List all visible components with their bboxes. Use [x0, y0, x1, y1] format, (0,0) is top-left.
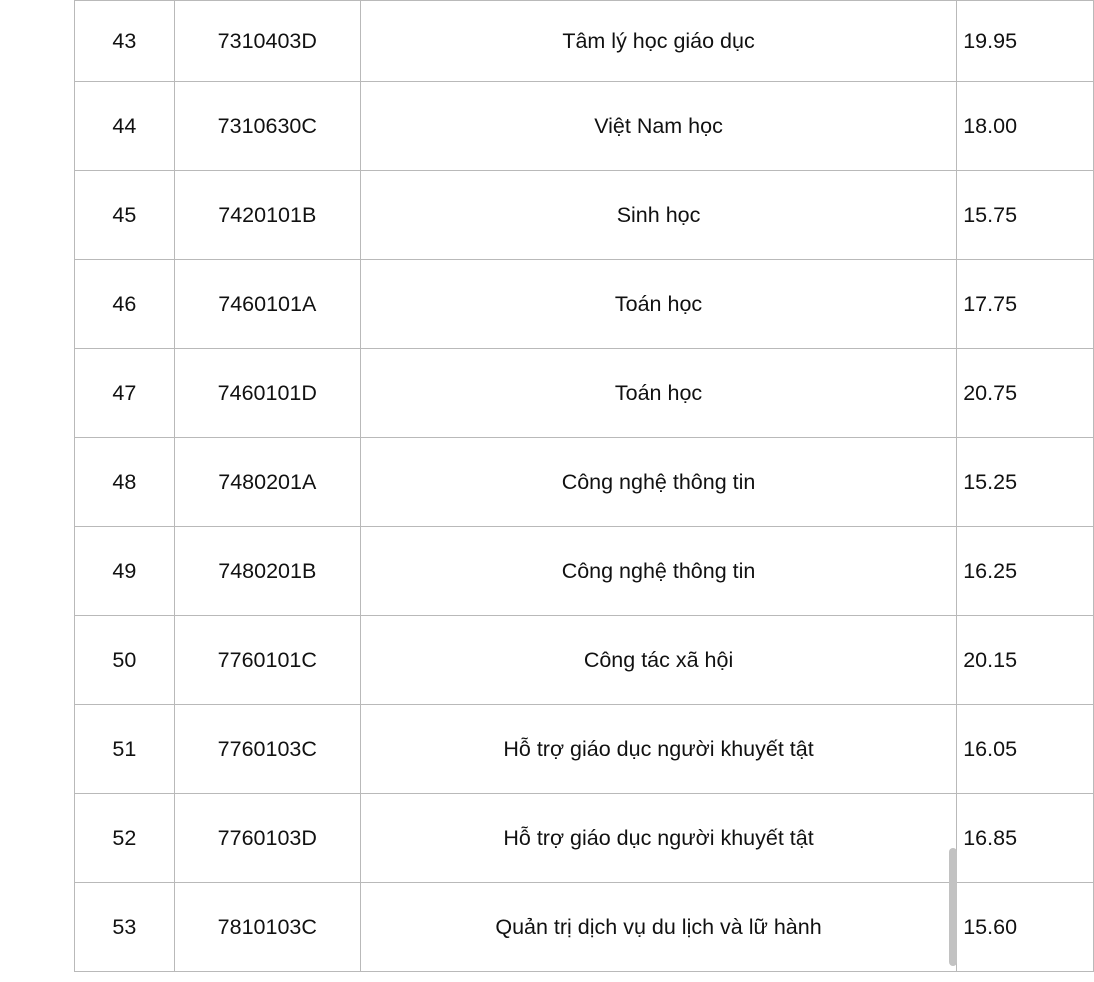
- table-row: [75, 794, 1094, 883]
- table-row: [75, 171, 1094, 260]
- vertical-scrollbar-thumb[interactable]: [949, 848, 957, 966]
- row-major-name: Công nghệ thông tin: [360, 438, 956, 527]
- row-major-name: Toán học: [360, 260, 956, 349]
- row-major-name: Công nghệ thông tin: [360, 527, 956, 616]
- table-row: [75, 1, 1094, 82]
- row-score: 19.95: [957, 1, 1094, 82]
- row-major-code: 7460101D: [174, 349, 360, 438]
- table-body: [75, 1, 1094, 972]
- row-major-name: Quản trị dịch vụ du lịch và lữ hành: [360, 883, 956, 972]
- table-row: [75, 349, 1094, 438]
- row-score: 15.60: [957, 883, 1094, 972]
- row-major-code: 7420101B: [174, 171, 360, 260]
- row-major-name: Việt Nam học: [360, 82, 956, 171]
- row-score: 16.05: [957, 705, 1094, 794]
- table-row: [75, 260, 1094, 349]
- row-score: 16.25: [957, 527, 1094, 616]
- row-score: 18.00: [957, 82, 1094, 171]
- table-row: [75, 883, 1094, 972]
- row-score: 20.15: [957, 616, 1094, 705]
- row-major-code: 7760103C: [174, 705, 360, 794]
- row-index: 46: [75, 260, 175, 349]
- row-score: 15.75: [957, 171, 1094, 260]
- row-score: 20.75: [957, 349, 1094, 438]
- table-row: [75, 616, 1094, 705]
- row-index: 52: [75, 794, 175, 883]
- row-score: 17.75: [957, 260, 1094, 349]
- row-major-name: Sinh học: [360, 171, 956, 260]
- row-major-code: 7480201B: [174, 527, 360, 616]
- table-row: [75, 82, 1094, 171]
- table-row: [75, 705, 1094, 794]
- row-score: 15.25: [957, 438, 1094, 527]
- row-major-code: 7310630C: [174, 82, 360, 171]
- row-score: 16.85: [957, 794, 1094, 883]
- row-major-code: 7460101A: [174, 260, 360, 349]
- row-major-name: Tâm lý học giáo dục: [360, 1, 956, 82]
- row-index: 47: [75, 349, 175, 438]
- table-row: [75, 438, 1094, 527]
- row-index: 53: [75, 883, 175, 972]
- row-index: 51: [75, 705, 175, 794]
- row-major-name: Hỗ trợ giáo dục người khuyết tật: [360, 705, 956, 794]
- row-major-code: 7760103D: [174, 794, 360, 883]
- row-major-code: 7810103C: [174, 883, 360, 972]
- admission-scores-table: [74, 0, 1094, 972]
- row-major-code: 7480201A: [174, 438, 360, 527]
- row-index: 45: [75, 171, 175, 260]
- row-major-code: 7310403D: [174, 1, 360, 82]
- row-major-code: 7760101C: [174, 616, 360, 705]
- row-major-name: Hỗ trợ giáo dục người khuyết tật: [360, 794, 956, 883]
- row-major-name: Công tác xã hội: [360, 616, 956, 705]
- row-index: 44: [75, 82, 175, 171]
- row-index: 49: [75, 527, 175, 616]
- row-index: 48: [75, 438, 175, 527]
- row-index: 50: [75, 616, 175, 705]
- row-index: 43: [75, 1, 175, 82]
- table-row: [75, 527, 1094, 616]
- row-major-name: Toán học: [360, 349, 956, 438]
